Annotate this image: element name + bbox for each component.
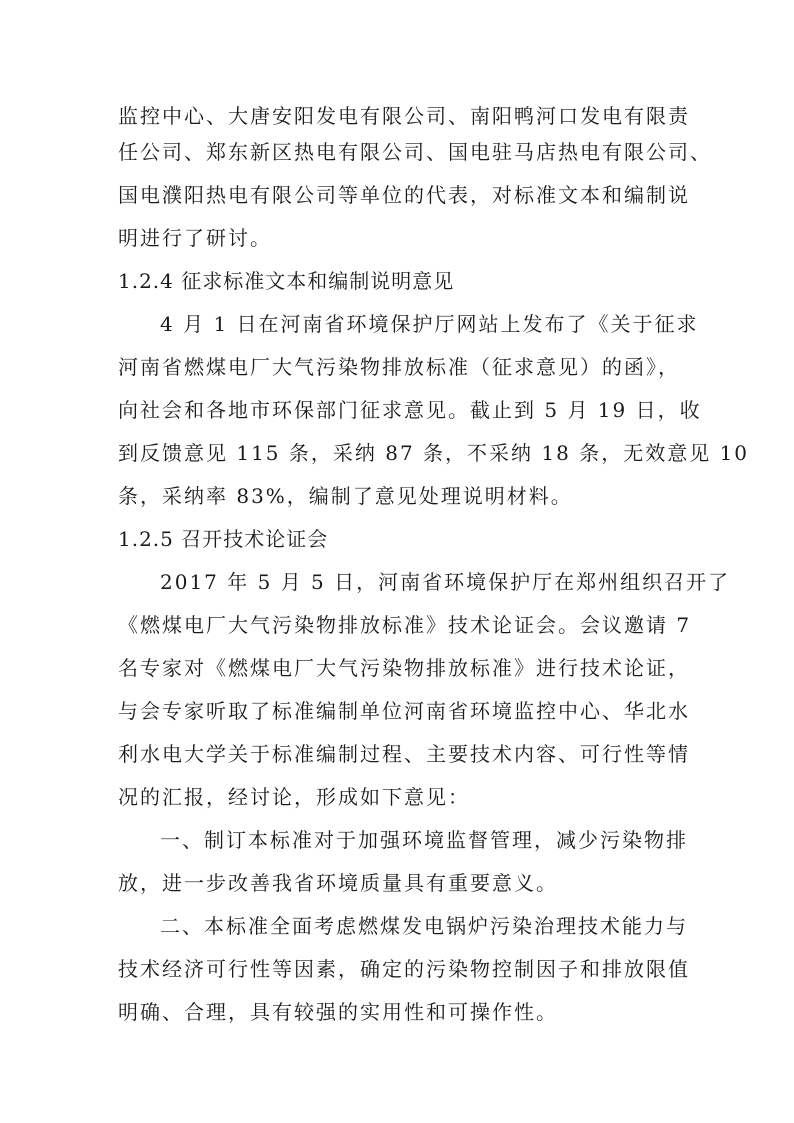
- paragraph-line: 任公司、郑东新区热电有限公司、国电驻马店热电有限公司、: [118, 140, 712, 164]
- paragraph-line: 放，进一步改善我省环境质量具有重要意义。: [118, 871, 558, 895]
- paragraph-line: 明确、合理，具有较强的实用性和可操作性。: [118, 1000, 558, 1024]
- paragraph-line: 河南省燃煤电厂大气污染物排放标准（征求意见）的函》，: [118, 355, 680, 379]
- paragraph-line: 到反馈意见 115 条，采纳 87 条，不采纳 18 条，无效意见 10: [118, 441, 750, 465]
- paragraph-line: 与会专家听取了标准编制单位河南省环境监控中心、华北水: [118, 699, 690, 723]
- list-item-opinion-2: 二、本标准全面考虑燃煤发电锅炉污染治理技术能力与: [160, 914, 688, 938]
- paragraph-line: 名专家对《燃煤电厂大气污染物排放标准》进行技术论证，: [118, 656, 690, 680]
- paragraph-line: 《燃煤电厂大气污染物排放标准》技术论证会。会议邀请 7: [118, 613, 692, 637]
- list-item-opinion-1: 一、制订本标准对于加强环境监督管理，减少污染物排: [160, 828, 688, 852]
- paragraph-line: 4 月 1 日在河南省环境保护厅网站上发布了《关于征求: [160, 312, 699, 336]
- paragraph-line: 向社会和各地市环保部门征求意见。截止到 5 月 19 日，收: [118, 398, 702, 422]
- paragraph-line: 况的汇报，经讨论，形成如下意见：: [118, 785, 470, 809]
- paragraph-line: 技术经济可行性等因素，确定的污染物控制因子和排放限值: [118, 957, 690, 981]
- paragraph-line: 利水电大学关于标准编制过程、主要技术内容、可行性等情: [118, 742, 690, 766]
- paragraph-line: 监控中心、大唐安阳发电有限公司、南阳鸭河口发电有限责: [118, 104, 690, 128]
- section-heading-1-2-5: 1.2.5 召开技术论证会: [118, 527, 329, 551]
- section-heading-1-2-4: 1.2.4 征求标准文本和编制说明意见: [118, 269, 455, 293]
- paragraph-line: 明进行了研讨。: [118, 226, 272, 250]
- paragraph-line: 国电濮阳热电有限公司等单位的代表，对标准文本和编制说: [118, 183, 690, 207]
- paragraph-line: 条，采纳率 83%，编制了意见处理说明材料。: [118, 484, 573, 508]
- paragraph-line: 2017 年 5 月 5 日，河南省环境保护厅在郑州组织召开了: [160, 570, 731, 594]
